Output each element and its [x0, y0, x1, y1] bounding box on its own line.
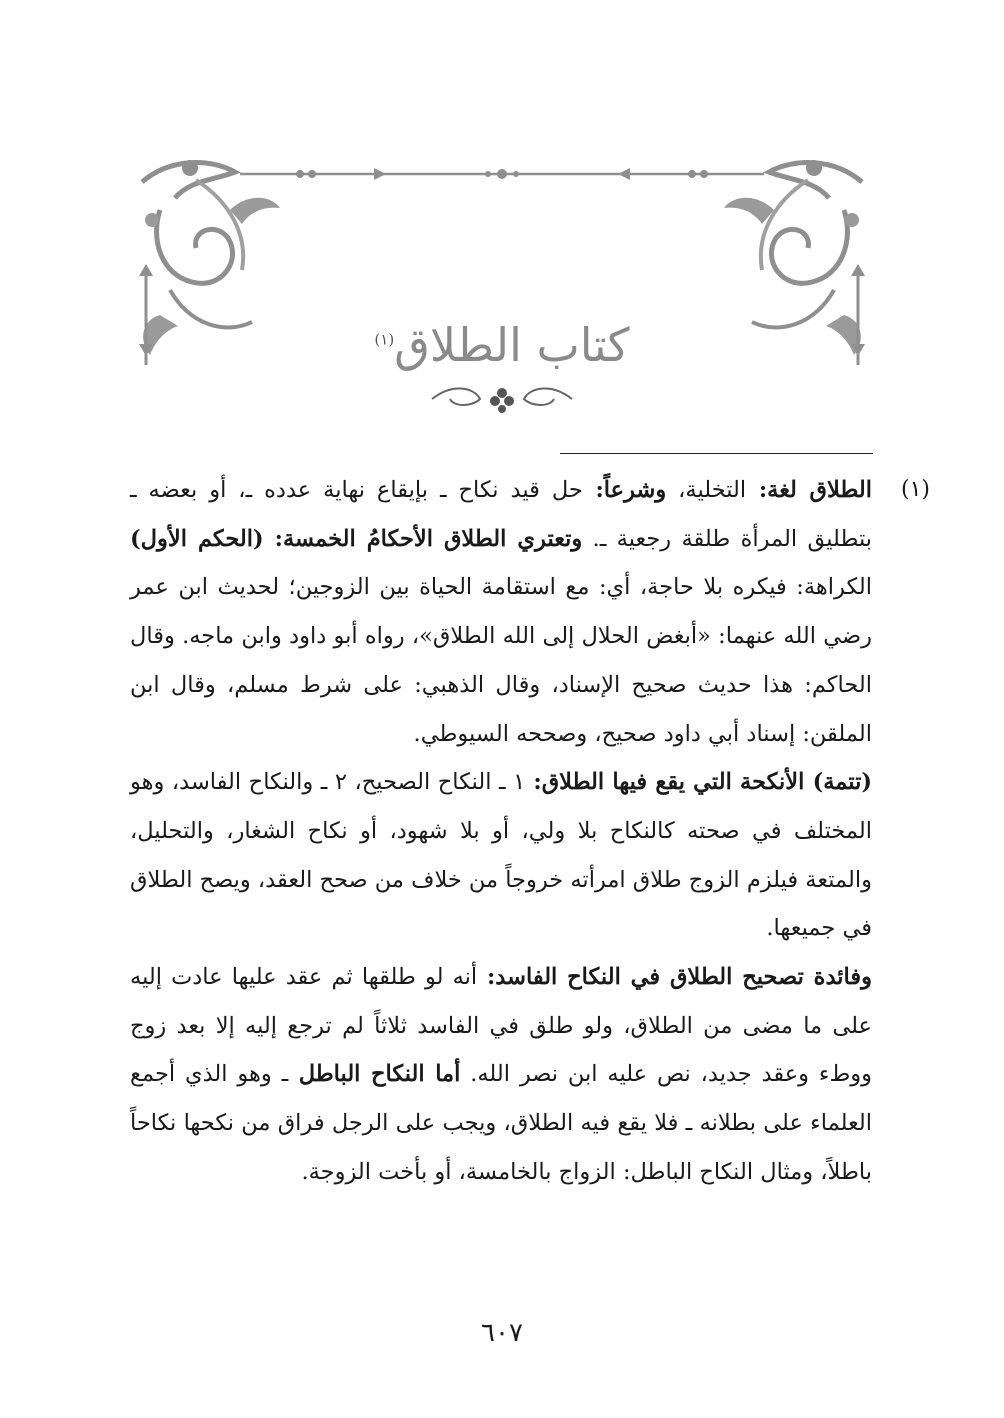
- bold-term: وفائدة تصحيح الطلاق في النكاح الفاسد:: [477, 964, 872, 991]
- footnote-number: (١): [900, 477, 930, 502]
- footnote-text: ـ وهو الذي أجمع العلماء على بطلانه ـ فلا يقع فيه الطلاق، ويجب على الرجل فراق من نكحها نكاحاً باطلاً، ومثال النكاح الباطل: الزواج بالخامسة، أو بأخت الزوجة.: [130, 1061, 872, 1185]
- bold-term: أما النكاح الباطل: [288, 1061, 461, 1088]
- footnote-text: حل قيد نكاح ـ بإيقاع نهاية عدده ـ، أو بعضه ـ بتطليق المرأة طلقة رجعية ـ.: [130, 477, 872, 552]
- footnote-paragraph: [130, 758, 872, 953]
- bold-term: الطلاق لغة:: [746, 477, 872, 503]
- footnote-text: التخلية،: [666, 477, 747, 503]
- footnote-body: [130, 466, 930, 1197]
- footnote-paragraph: [130, 953, 872, 1197]
- bold-term: (تتمة) الأنكحة التي يقع فيها الطلاق:: [525, 769, 873, 796]
- footnote-reference: (١): [374, 330, 395, 349]
- footnote-text: الكراهة: فيكره بلا حاجة، أي: مع استقامة الحياة بين الزوجين؛ لحديث ابن عمر رضي الله عنهما: «أبغض الحلال إلى الله الطلاق»، رواه أبو داود وابن ماجه. وقال الحاكم: هذا حديث صحيح الإسناد، وقال الذهبي: على شرط مسلم، وقال ابن الملقن: إسناد أبي داود صحيح، وصححه السيوطي.: [130, 574, 872, 747]
- chapter-title-text: كتاب الطلاق: [394, 318, 630, 372]
- footnote-text: أنه لو طلقها ثم عقد عليها عادت إليه على ما مضى من الطلاق، ولو طلق في الفاسد ثلاثاً لم ترجع إليه إلا بعد زوج ووطء وعقد جديد، نص عليه ابن نصر الله.: [130, 964, 873, 1088]
- bold-term: وشرعاً:: [582, 477, 667, 503]
- footnote-text: ١ ـ النكاح الصحيح، ٢ ـ والنكاح الفاسد، وهو المختلف في صحته كالنكاح بلا ولي، أو بلا شهود، أو نكاح الشغار، والتحليل، والمتعة فيلزم الزوج طلاق امرأته خروجاً من خلاف من صحح العقد، ويصح الطلاق في جميعها.: [130, 769, 872, 942]
- page-number: ٦٠٧: [481, 1318, 523, 1348]
- footnote-paragraph: [130, 466, 872, 758]
- bold-term: وتعتري الطلاق الأحكامُ الخمسة: (الحكم الأول): [130, 525, 583, 552]
- ornamental-frame: [130, 150, 874, 420]
- chapter-title: [0, 318, 1004, 372]
- footnote-divider: [560, 453, 873, 454]
- title-flourish: [432, 388, 572, 413]
